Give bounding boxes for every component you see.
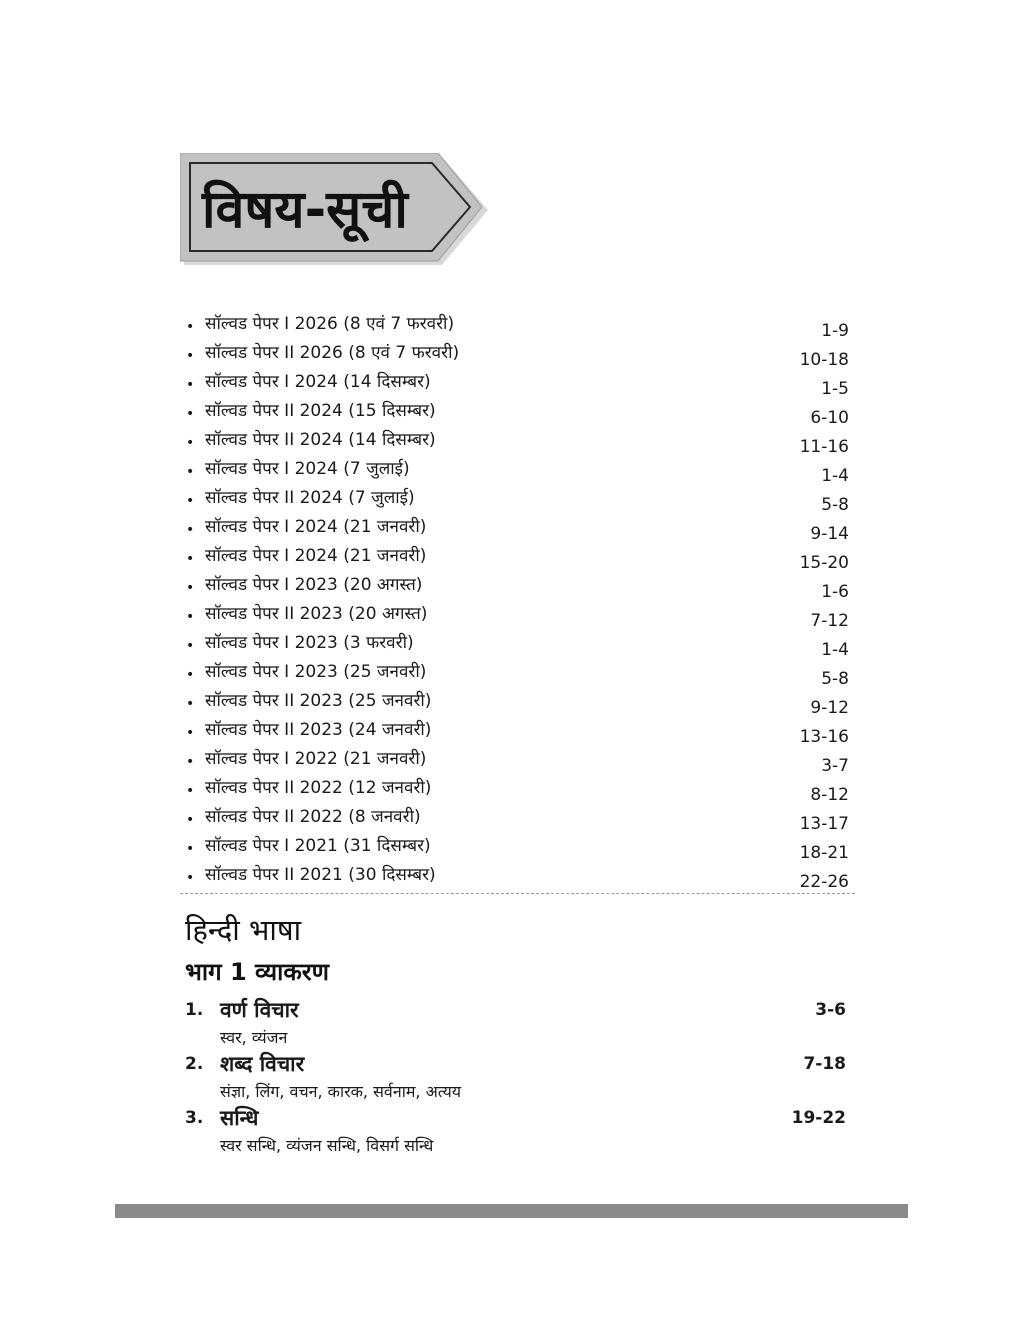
chapter-pages: 7-18 (803, 1054, 846, 1074)
toc-row-pages: 6-10 (810, 408, 849, 428)
bullet-icon: • (186, 754, 195, 770)
toc-row (183, 310, 853, 339)
toc-row (183, 600, 853, 629)
toc-row (183, 571, 853, 600)
toc-row-pages: 8-12 (810, 785, 849, 805)
bullet-icon: • (186, 406, 195, 422)
chapter-pages: 19-22 (791, 1108, 846, 1128)
toc-row-pages: 15-20 (799, 553, 849, 573)
chapter-topics: संज्ञा, लिंग, वचन, कारक, सर्वनाम, अत्यय (220, 1082, 462, 1101)
toc-row-pages: 10-18 (799, 350, 849, 370)
toc-row-pages: 1-4 (821, 466, 849, 486)
chapter-number: 1. (185, 1000, 204, 1020)
toc-row-label: सॉल्वड पेपर II 2024 (15 दिसम्बर) (205, 401, 436, 421)
part-title: भाग 1 व्याकरण (185, 958, 329, 986)
chapter-number: 3. (185, 1108, 204, 1128)
toc-row (183, 397, 853, 426)
toc-row-pages: 3-7 (821, 756, 849, 776)
bullet-icon: • (186, 464, 195, 480)
toc-row-label: सॉल्वड पेपर I 2024 (7 जुलाई) (205, 459, 410, 479)
bullet-icon: • (186, 870, 195, 886)
toc-row-label: सॉल्वड पेपर II 2023 (20 अगस्त) (205, 604, 428, 624)
toc-row (183, 716, 853, 745)
solved-papers-list (183, 310, 853, 890)
toc-row-pages: 13-16 (799, 727, 849, 747)
toc-row (183, 368, 853, 397)
bullet-icon: • (186, 812, 195, 828)
toc-row (183, 774, 853, 803)
toc-row-label: सॉल्वड पेपर I 2023 (3 फरवरी) (205, 633, 414, 653)
chapter-number: 2. (185, 1054, 204, 1074)
toc-row-pages: 5-8 (821, 669, 849, 689)
toc-row (183, 484, 853, 513)
bullet-icon: • (186, 551, 195, 567)
toc-row-pages: 13-17 (799, 814, 849, 834)
section-divider (180, 893, 855, 894)
toc-row-label: सॉल्वड पेपर I 2022 (21 जनवरी) (205, 749, 427, 769)
toc-row-label: सॉल्वड पेपर I 2023 (20 अगस्त) (205, 575, 423, 595)
footer-bar (115, 1204, 908, 1218)
toc-row-pages: 18-21 (799, 843, 849, 863)
toc-row (183, 832, 853, 861)
section-title: हिन्दी भाषा (185, 913, 302, 947)
toc-row (183, 745, 853, 774)
bullet-icon: • (186, 638, 195, 654)
bullet-icon: • (186, 609, 195, 625)
toc-row (183, 542, 853, 571)
toc-row-pages: 11-16 (799, 437, 849, 457)
bullet-icon: • (186, 377, 195, 393)
toc-row-pages: 1-6 (821, 582, 849, 602)
toc-row (183, 339, 853, 368)
toc-row-label: सॉल्वड पेपर II 2022 (8 जनवरी) (205, 807, 421, 827)
toc-row-label: सॉल्वड पेपर II 2023 (24 जनवरी) (205, 720, 432, 740)
chapter-topics: स्वर सन्धि, व्यंजन सन्धि, विसर्ग सन्धि (220, 1136, 434, 1155)
toc-row-pages: 1-4 (821, 640, 849, 660)
toc-row (183, 687, 853, 716)
bullet-icon: • (186, 319, 195, 335)
toc-row-label: सॉल्वड पेपर II 2023 (25 जनवरी) (205, 691, 432, 711)
chapter-title: सन्धि (220, 1106, 259, 1130)
toc-row-label: सॉल्वड पेपर II 2024 (14 दिसम्बर) (205, 430, 436, 450)
chapter-topics: स्वर, व्यंजन (220, 1028, 288, 1047)
bullet-icon: • (186, 522, 195, 538)
toc-row-label: सॉल्वड पेपर I 2026 (8 एवं 7 फरवरी) (205, 314, 455, 334)
toc-row-pages: 22-26 (799, 872, 849, 892)
toc-row (183, 658, 853, 687)
toc-row-pages: 9-14 (810, 524, 849, 544)
toc-row-pages: 7-12 (810, 611, 849, 631)
toc-row (183, 861, 853, 890)
page-title: विषय-सूची (202, 180, 408, 240)
toc-row (183, 803, 853, 832)
toc-row (183, 426, 853, 455)
toc-row-label: सॉल्वड पेपर I 2024 (14 दिसम्बर) (205, 372, 431, 392)
chapter-pages: 3-6 (815, 1000, 846, 1020)
bullet-icon: • (186, 580, 195, 596)
title-banner (180, 153, 490, 268)
toc-row (183, 629, 853, 658)
bullet-icon: • (186, 493, 195, 509)
toc-row-label: सॉल्वड पेपर II 2022 (12 जनवरी) (205, 778, 432, 798)
toc-row-label: सॉल्वड पेपर II 2026 (8 एवं 7 फरवरी) (205, 343, 460, 363)
bullet-icon: • (186, 696, 195, 712)
bullet-icon: • (186, 725, 195, 741)
toc-row (183, 513, 853, 542)
toc-row-pages: 1-9 (821, 321, 849, 341)
toc-row-label: सॉल्वड पेपर I 2023 (25 जनवरी) (205, 662, 427, 682)
toc-row-label: सॉल्वड पेपर II 2024 (7 जुलाई) (205, 488, 415, 508)
toc-row-label: सॉल्वड पेपर II 2021 (30 दिसम्बर) (205, 865, 436, 885)
bullet-icon: • (186, 435, 195, 451)
toc-row-label: सॉल्वड पेपर I 2021 (31 दिसम्बर) (205, 836, 431, 856)
toc-row-label: सॉल्वड पेपर I 2024 (21 जनवरी) (205, 517, 427, 537)
bullet-icon: • (186, 348, 195, 364)
toc-row-pages: 1-5 (821, 379, 849, 399)
toc-row-pages: 5-8 (821, 495, 849, 515)
chapter-title: वर्ण विचार (220, 998, 299, 1022)
toc-row-pages: 9-12 (810, 698, 849, 718)
bullet-icon: • (186, 667, 195, 683)
chapter-title: शब्द विचार (220, 1052, 305, 1076)
toc-row (183, 455, 853, 484)
bullet-icon: • (186, 783, 195, 799)
bullet-icon: • (186, 841, 195, 857)
toc-row-label: सॉल्वड पेपर I 2024 (21 जनवरी) (205, 546, 427, 566)
